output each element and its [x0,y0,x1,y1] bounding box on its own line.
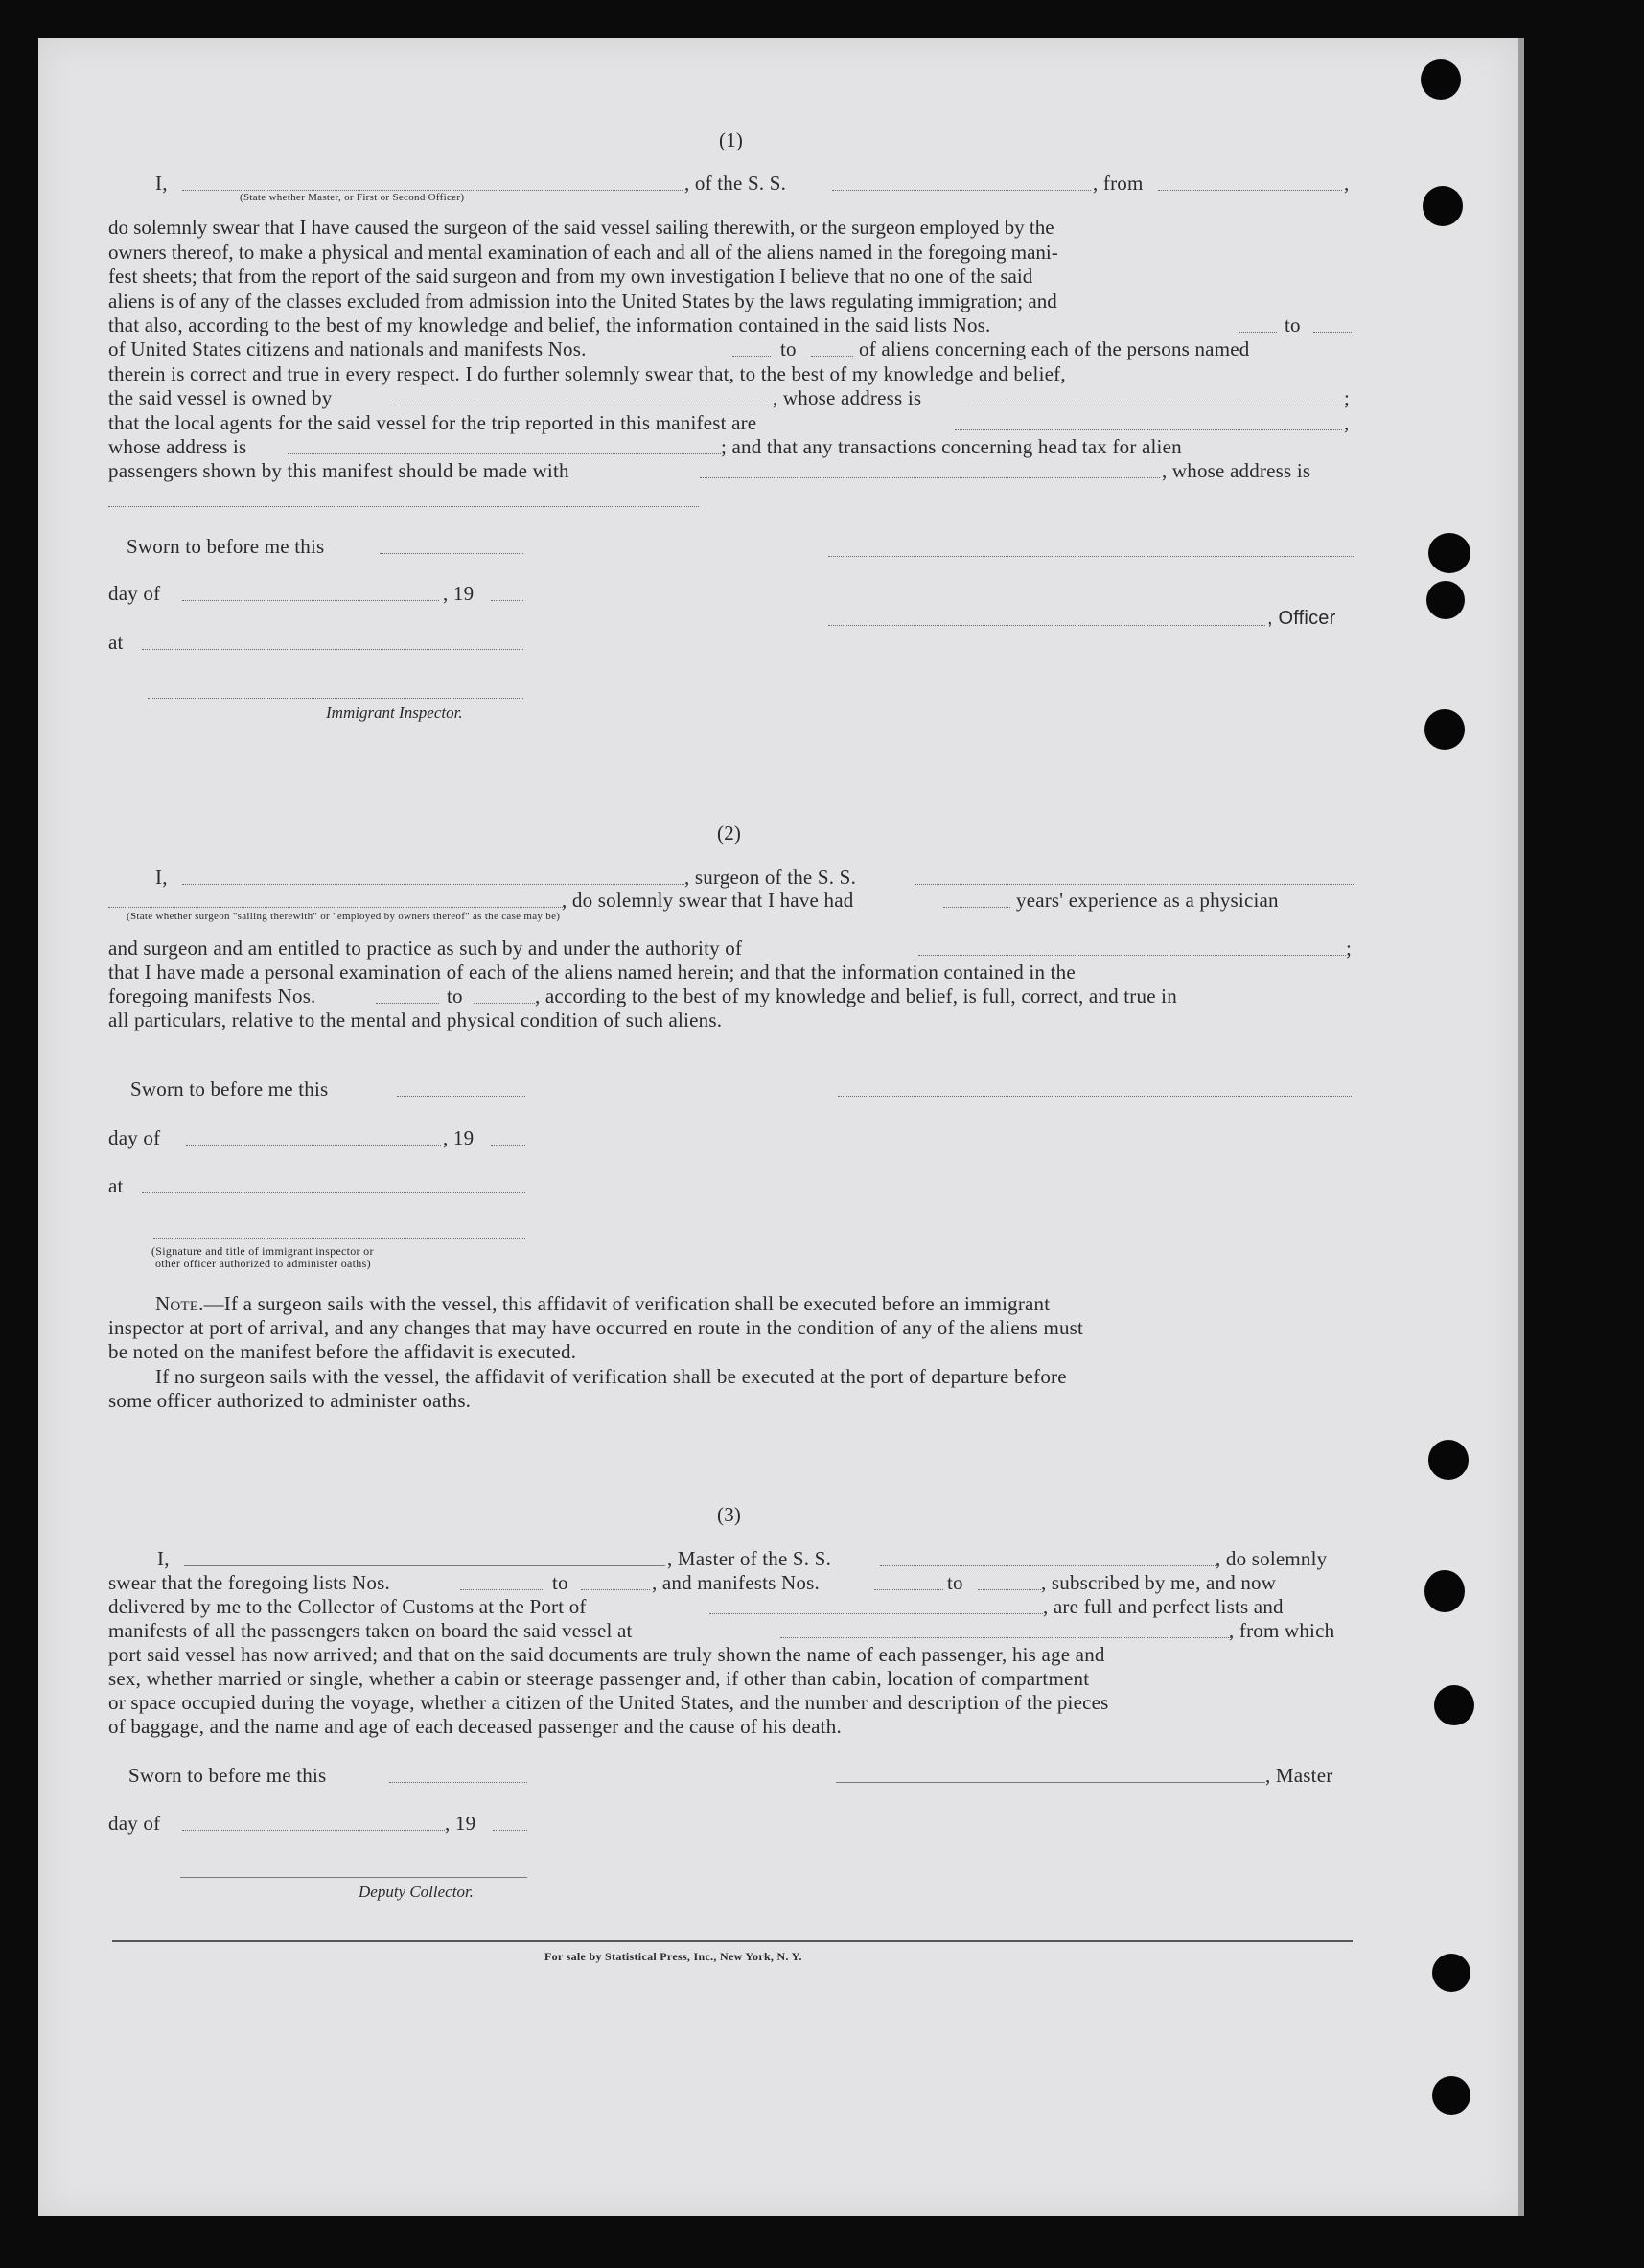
label-i: I, [157,1547,170,1570]
oath-line: passengers shown by this manifest should be made with [108,459,569,482]
label-to: to [780,337,797,360]
footer-rule [112,1940,1353,1942]
deputy-signature-line[interactable] [180,1877,527,1878]
oath-paragraph [108,216,1355,313]
note-label: Note. [155,1292,204,1315]
swear-lists-text: swear that the foregoing lists Nos. [108,1571,390,1594]
label-to: to [1285,313,1301,336]
sworn-label: Sworn to before me this [127,535,325,558]
master-name-field[interactable] [184,1565,665,1566]
delivered-text: delivered by me to the Collector of Customs at the Port of [108,1595,587,1618]
note-line: If no surgeon sails with the vessel, the affidavit of verification shall be executed at the port of departure before [155,1365,1067,1388]
at-label: at [108,1174,124,1197]
sworn-day-field[interactable] [389,1782,527,1783]
oath-line: of United States citizens and nationals and manifests Nos. [108,337,587,360]
surgeon-type-field[interactable] [108,907,565,908]
officer-signature-line[interactable] [828,625,1265,626]
signature-hint: other officer authorized to administer oaths) [155,1257,371,1270]
head-tax-address-field[interactable] [108,506,699,507]
year-label: , 19 [443,1126,475,1149]
oath-line: of baggage, and the name and age of each deceased passenger and the cause of his death. [108,1715,842,1738]
page-edge [1518,38,1524,2216]
oath-line: aliens is of any of the classes excluded from admission into the United States by the laws regulating immigration; and [108,289,1057,312]
oath-line: therein is correct and true in every respect. I do further solemnly swear that, to the best of my knowledge and belief, [108,362,1066,385]
manifests-from-field[interactable] [874,1589,943,1590]
manifests-to-field[interactable] [474,1003,535,1004]
binder-hole [1421,59,1461,100]
surgeon-name-field[interactable] [182,884,684,885]
years-text: years' experience as a physician [1016,889,1279,912]
binder-hole [1432,2076,1470,2115]
whose-address-text: , whose address is [1162,459,1311,482]
note-line: inspector at port of arrival, and any changes that may have occurred en route in the condition of any of the aliens must [108,1316,1084,1339]
label-of-ss: , of the S. S. [684,172,787,195]
do-solemnly-text: , do solemnly [1216,1547,1328,1570]
whose-address-text: , whose address is [773,386,922,409]
head-tax-agent-field[interactable] [700,477,1160,478]
semicolon: ; [1346,937,1353,960]
label-to: to [947,1571,963,1594]
vessel-name-field[interactable] [880,1565,1217,1566]
master-name-field[interactable] [182,190,683,191]
section-number: (3) [717,1503,742,1526]
subscribed-text: , subscribed by me, and now [1041,1571,1277,1594]
note-line: be noted on the manifest before the affidavit is executed. [108,1340,577,1363]
footer-printer: For sale by Statistical Press, Inc., New York, N. Y. [544,1950,802,1963]
master-label: , Master [1265,1764,1333,1787]
oath-line: whose address is [108,435,247,458]
years-field[interactable] [943,907,1010,908]
day-of-label: day of [108,1812,161,1835]
and-manifests-text: , and manifests Nos. [652,1571,820,1594]
month-field[interactable] [186,1145,441,1146]
sworn-label: Sworn to before me this [128,1764,327,1787]
month-field[interactable] [182,1830,445,1831]
oath-line: owners thereof, to make a physical and mental examination of each and all of the aliens named in the foregoing mani- [108,240,1058,264]
month-field[interactable] [182,600,439,601]
sworn-day-field[interactable] [380,553,523,554]
oath-line: do solemnly swear that I have caused the surgeon of the said vessel sailing therewith, or the surgeon employed by the [108,216,1054,239]
lists-to-field[interactable] [1313,332,1352,333]
year-field[interactable] [493,1830,527,1831]
binder-hole [1434,1685,1474,1725]
oath-line: foregoing manifests Nos. [108,984,316,1007]
binder-hole [1424,1570,1465,1612]
lists-from-field[interactable] [1239,332,1277,333]
inspector-signature-line[interactable] [153,1238,525,1239]
manifests-from-field[interactable] [732,356,771,357]
day-of-label: day of [108,582,161,605]
section-number: (2) [717,822,742,845]
departure-port-field[interactable] [1158,190,1342,191]
place-field[interactable] [142,1192,525,1193]
signature-hint: (Signature and title of immigrant inspector or [151,1244,374,1258]
year-field[interactable] [491,1145,525,1146]
label-i: I, [155,172,168,195]
note-text: —If a surgeon sails with the vessel, this affidavit of verification shall be executed before an immigrant [203,1292,1051,1315]
year-field[interactable] [491,600,523,601]
binder-hole [1426,581,1465,619]
port-field[interactable] [709,1613,1043,1614]
surgeon-of-text: , surgeon of the S. S. [684,866,857,889]
surgeon-vessel-field[interactable] [915,884,1354,885]
sworn-label: Sworn to before me this [130,1077,329,1100]
deputy-title: Deputy Collector. [359,1883,474,1901]
at-label: at [108,631,124,654]
inspector-title: Immigrant Inspector. [326,704,463,722]
sworn-day-field[interactable] [397,1096,525,1097]
comma: , [1344,172,1350,195]
vessel-name-field[interactable] [832,190,1091,191]
manifests-to-field[interactable] [978,1589,1041,1590]
label-i: I, [155,866,168,889]
oath-line: the said vessel is owned by [108,386,333,409]
oath-line: fest sheets; that from the report of the said surgeon and from my own investigation I believe that no one of the said [108,265,1033,288]
label-to: to [447,984,463,1007]
according-text: , according to the best of my knowledge and belief, is full, correct, and true in [535,984,1177,1007]
year-label: , 19 [443,582,475,605]
binder-hole [1432,1954,1470,1992]
officer-label: , Officer [1267,608,1336,629]
binder-hole [1423,186,1463,226]
oath-line: that also, according to the best of my knowledge and belief, the information contained in the said lists Nos. [108,313,991,336]
master-signature-line[interactable] [836,1782,1265,1783]
manifests-to-field[interactable] [811,356,853,357]
oath-line: that the local agents for the said vessel for the trip reported in this manifest are [108,411,757,434]
label-to: to [552,1571,568,1594]
comma: , [1344,411,1350,434]
oath-line: all particulars, relative to the mental and physical condition of such aliens. [108,1008,723,1031]
oath-line: or space occupied during the voyage, whether a citizen of the United States, and the number and description of the pieces [108,1691,1109,1714]
of-aliens-text: of aliens concerning each of the persons named [859,337,1250,360]
day-of-label: day of [108,1126,161,1149]
authority-field[interactable] [918,955,1346,956]
from-which-text: , from which [1229,1619,1335,1642]
field-hint: (State whether Master, or First or Second Officer) [240,192,465,203]
embarkation-field[interactable] [780,1637,1231,1638]
lists-to-field[interactable] [581,1589,650,1590]
officer-signature-line-upper[interactable] [828,556,1355,557]
oath-line: sex, whether married or single, whether a cabin or steerage passenger and, if other than cabin, location of compartment [108,1667,1090,1690]
field-hint: (State whether surgeon "sailing therewith" or "employed by owners thereof" as the case may be) [127,911,561,922]
year-label: , 19 [445,1812,476,1835]
semicolon: ; [1344,386,1351,409]
section-number: (1) [719,128,744,151]
local-agents-field[interactable] [955,429,1342,430]
label-from: , from [1093,172,1144,195]
oath-line: that I have made a personal examination of each of the aliens named herein; and that the information contained in the [108,960,1076,984]
master-of-text: , Master of the S. S. [667,1547,832,1570]
binder-hole [1428,1440,1469,1480]
note-line: some officer authorized to administer oaths. [108,1389,472,1412]
surgeon-signature-line[interactable] [838,1096,1352,1097]
oath-line: and surgeon and am entitled to practice as such by and under the authority of [108,937,743,960]
place-field[interactable] [142,649,523,650]
inspector-signature-line[interactable] [148,698,523,699]
head-tax-text: ; and that any transactions concerning head tax for alien [721,435,1182,458]
do-swear-text: , do solemnly swear that I have had [562,889,854,912]
oath-line: port said vessel has now arrived; and that on the said documents are truly shown the name of each passenger, his age and [108,1643,1105,1666]
lists-from-field[interactable] [460,1589,544,1590]
full-lists-text: , are full and perfect lists and [1043,1595,1284,1618]
binder-hole [1424,709,1465,750]
note-line [155,1292,1050,1316]
manifests-all-text: manifests of all the passengers taken on board the said vessel at [108,1619,633,1642]
binder-hole [1428,533,1470,573]
manifests-from-field[interactable] [376,1003,439,1004]
agent-address-field[interactable] [288,453,721,454]
